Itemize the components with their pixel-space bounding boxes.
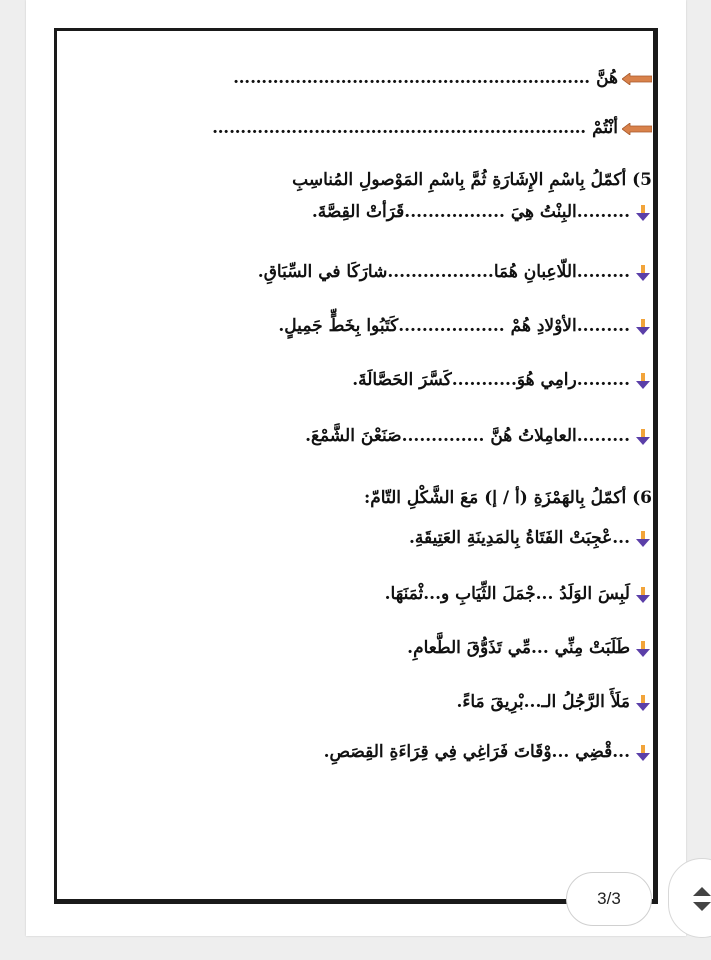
section5-item-3 xyxy=(278,314,652,338)
section6-item-3 xyxy=(407,636,652,660)
arrow-down-bullet-icon xyxy=(634,204,652,222)
section5-item-5 xyxy=(305,424,652,448)
worksheet-page xyxy=(26,0,686,936)
section5-item-2 xyxy=(258,260,652,284)
item-text: .........اللّاعِبانِ هُمَا..................شارَكَا في السِّبَاقِ. xyxy=(257,262,630,282)
blank-dots: ………………………………………………………… xyxy=(212,118,587,138)
page-border xyxy=(54,28,658,904)
section5-item-1 xyxy=(312,200,652,224)
item-text: .........البِنْتُ هِيَ .................قَرَأتْ القِصَّةَ. xyxy=(311,202,630,222)
pronoun-line-2 xyxy=(212,116,652,140)
arrow-down-bullet-icon xyxy=(634,530,652,548)
pronoun-label: أنْتُمْ xyxy=(586,118,618,138)
item-text: طَلَبَتْ مِنِّي ...مِّي تَذَوُّقَ الطَّعامِ. xyxy=(407,638,630,658)
item-text: ...قْضِي ...وْقَاتَ فَرَاغِي فِي قِرَاءَةِ القِصَصِ. xyxy=(323,742,630,762)
arrow-down-bullet-icon xyxy=(634,264,652,282)
section5-item-4 xyxy=(352,368,652,392)
item-text: .........الأوْلادِ هُمْ ..................كَتَبُوا بِخَطٍّ جَمِيلٍ. xyxy=(278,316,630,336)
pronoun-label: هُنَّ xyxy=(590,68,618,88)
arrow-left-icon xyxy=(622,73,652,85)
section5-title: 5) أكمّلُ بِاسْمِ الإِشَارَةِ ثُمَّ بِاسْمِ المَوْصولِ المُناسِبِ xyxy=(292,170,652,190)
arrow-down-bullet-icon xyxy=(634,372,652,390)
arrow-down-bullet-icon xyxy=(634,640,652,658)
section6-item-5 xyxy=(324,740,652,764)
section6-item-2 xyxy=(385,582,652,606)
item-text: .........رامِي هُوَ...........كَسَّرَ الحَصَّالَةَ. xyxy=(352,370,630,390)
pronoun-line-1 xyxy=(233,66,652,90)
arrow-down-bullet-icon xyxy=(634,318,652,336)
item-text: .........العامِلاتُ هُنَّ ..............صَنَعْنَ الشَّمْعَ. xyxy=(305,426,630,446)
blank-dots: ……………………………………………………… xyxy=(233,68,591,88)
arrow-down-bullet-icon xyxy=(634,744,652,762)
scroll-up-down-icon xyxy=(691,885,711,913)
item-text: لَبِسَ الوَلَدُ ...جْمَلَ الثِّيَابِ و...ثْمَنَهَا. xyxy=(384,584,630,604)
item-text: مَلَأَ الرَّجُلُ الـ...بْرِيقَ مَاءً. xyxy=(456,692,630,712)
section6-item-1 xyxy=(409,526,652,550)
arrow-down-bullet-icon xyxy=(634,586,652,604)
item-text: ...عْجِبَتْ الفَتَاةُ بِالمَدِينَةِ العَتِيقَةِ. xyxy=(409,528,630,548)
page-indicator: 3/3 xyxy=(566,872,652,926)
section6-title: 6) أكمّلُ بِالهَمْزَةِ (أ / إ) مَعَ الشَّكْلِ التّامّ: xyxy=(363,488,652,508)
arrow-left-icon xyxy=(622,123,652,135)
arrow-down-bullet-icon xyxy=(634,428,652,446)
arrow-down-bullet-icon xyxy=(634,694,652,712)
section6-item-4 xyxy=(456,690,652,714)
